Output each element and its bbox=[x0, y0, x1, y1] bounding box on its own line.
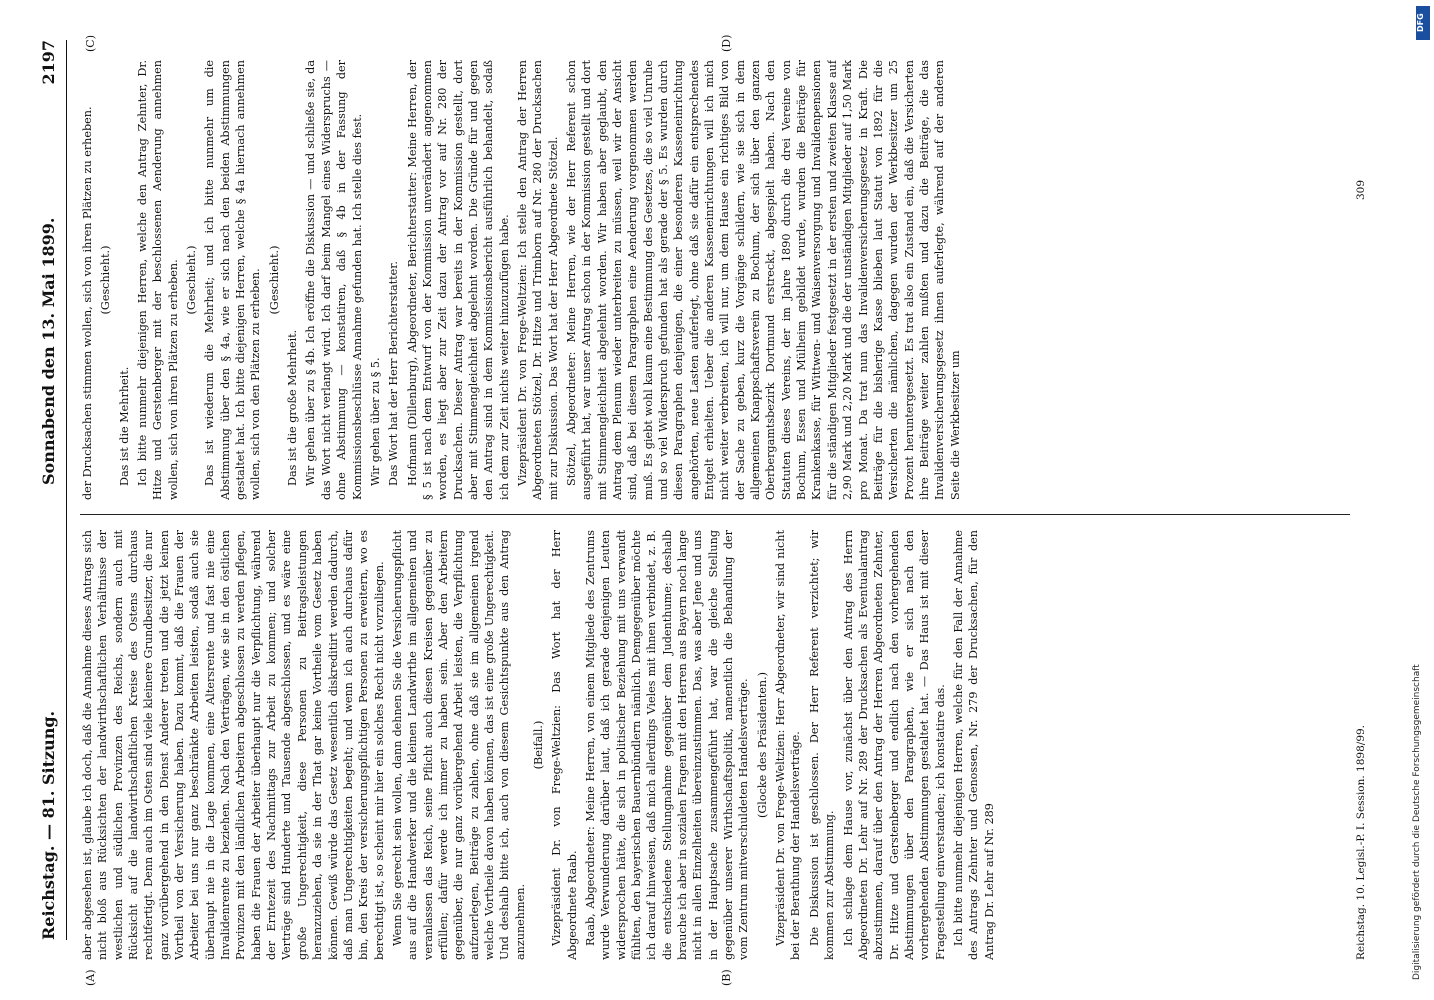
page-header bbox=[30, 40, 67, 940]
margin-mark-a: (A) bbox=[84, 969, 97, 986]
digitization-credit bbox=[1412, 20, 1432, 980]
credit-text: Digitalisierung gefördert durch die Deutsche Forschungsgemeinschaft bbox=[1412, 664, 1422, 980]
paragraph: Stötzel, Abgeordneter: Meine Herren, wie der Herr Referent schon ausgeführt hat, war unser Antrag schon in der Kommission gestellt und dort mit Stimmengleichheit abgelehnt worden. Wir haben aber geglaubt, den Antrag dem Plenum wieder unterbreiten zu müssen, weil wir der Ansicht sind, daß bei diesem Paragraphen eine Aenderung vorgenommen werden muß. Es giebt wohl kaum eine Bestimmung des Gesetzes, die so viel Unruhe und so viel Widerspruch gefunden hat als gerade der § 5. Es wurden durch diesen Paragraphen denjenigen, die einer besonderen Kasseneinrichtung angehörten, neue Lasten auferlegt, ohne daß sie dafür ein entsprechendes Entgelt erhielten. Ueber die anderen Kasseneinrichtungen will ich mich nicht weiter verbreiten, ich will nur, um dem Hause ein richtiges Bild von der Sache zu geben, kurz die Vorgänge schildern, wie sie sich in dem allgemeinen Knappschaftsverein zu Bochum, der sich über den ganzen Oberbergamtsbezirk Dortmund erstreckt, abgespielt haben. Nach den Statuten dieses Vereins, der im Jahre 1890 durch die drei Vereine von Bochum, Essen und Mülheim gebildet wurde, wurden die Beiträge für Krankenkasse, für Wittwen- und Waisenversorgung und Invalidenpensionen für die ständigen Mitglieder festgesetzt in der ersten und zweiten Klasse auf 2,90 Mark und 2,20 Mark und die der unständigen Mitglieder auf 1,50 Mark pro Monat. Da trat nun das Invalidenversicherungsgesetz in Kraft. Die Beiträge für die bisherige Kasse blieben laut Statut von 1892 für die Versicherten die nämlichen, dagegen wurden der Werkbesitzer um 25 Prozent heruntergesetzt. Es trat also ein Zustand ein, daß die Versicherten ihre Beiträge weiter zahlen mußten und dazu die Beiträge, die das Invalidenversicherungsgesetz ihnen auferlegte, während auf der anderen Seite die Werkbesitzer um bbox=[564, 60, 962, 500]
paragraph: Das ist die große Mehrheit. bbox=[286, 329, 300, 486]
paragraph: Vizepräsident Dr. von Frege-Weltzien: Ich stelle den Antrag der Herren Abgeordneten Stötzel, Dr. Hitze und Trimborn auf Nr. 280 der Drucksachen mit zur Diskussion. Das Wort hat der Herr Abgeordnete Stötzel. bbox=[515, 60, 560, 500]
interjection: (Beifall.) bbox=[531, 720, 545, 770]
interjection: (Geschieht.) bbox=[185, 245, 199, 315]
margin-mark-c: (C) bbox=[84, 35, 97, 52]
paragraph: Die Diskussion ist geschlossen. Der Herr Referent verzichtet; wir kommen zur Abstimmung. bbox=[807, 530, 837, 960]
right-column bbox=[80, 60, 1350, 500]
footer-page-number: 309 bbox=[1355, 179, 1367, 200]
paragraph: Ich schlage dem Hause vor, zunächst über den Antrag des Herrn Abgeordneten Dr. Lehr auf Nr. 289 der Drucksachen als Eventualantrag abzustimmen, darauf über den Antrag der Herren Abgeordneten Zehnter, Dr. Hitze und Gerstenberger und endlich nach den vorhergehenden Abstimmungen über den Paragraphen, wie er sich nach den vorhergehenden Abstimmungen gestaltet hat. — Das Haus ist mit dieser Fragestellung einverstanden; ich konstatire das. bbox=[841, 530, 947, 960]
paragraph: Das ist die Mehrheit. bbox=[117, 366, 131, 486]
header-left: Reichstag. — 81. Sitzung. bbox=[39, 710, 58, 940]
paragraph: Wenn Sie gerecht sein wollen, dann dehnen Sie die Versicherungspflicht aus auf die Handwerker und die kleinen Landwirthe im allgemeinen und veranlassen das Reich, seine Pflicht auch diesen Kreisen gegenüber zu erfüllen; dafür werde ich immer zu haben sein. Aber den Arbeitern gegenüber, die nur ganz vorübergehend Arbeit leisten, die Verpflichtung aufzuerlegen, Beiträge zu zahlen, ohne daß sie im allgemeinen irgend welche Vortheile davon haben können, das ist eine große Ungerechtigkeit. Und deshalb bitte ich, auch von diesem Gesichtspunkte aus den Antrag anzunehmen. bbox=[390, 530, 527, 960]
footer-signature: Reichstag. 10. Legisl.-P. I. Session. 1898/99. bbox=[1355, 724, 1367, 960]
paragraph: Ich bitte nunmehr diejenigen Herren, welche den Antrag Zehnter, Dr. Hitze und Gerstenberger mit der beschlossenen Aenderung annehmen wollen, sich von ihren Plätzen zu erheben. bbox=[136, 60, 180, 500]
paragraph: der Drucksachen stimmen wollen, sich von ihren Plätzen zu erheben. bbox=[81, 106, 94, 500]
interjection: (Geschieht.) bbox=[99, 245, 113, 315]
paragraph: Vizepräsident Dr. von Frege-Weltzien: Herr Abgeordneter, wir sind nicht bei der Berathung der Handelsverträge. bbox=[774, 530, 803, 960]
column-divider bbox=[80, 514, 1350, 515]
paragraph: Hofmann (Dillenburg), Abgeordneter, Berichterstatter: Meine Herren, der § 5 ist nach dem Entwurf von der Kommission unverändert angenommen worden, es liegt aber zur Zeit dazu der Antrag vor auf Nr. 280 der Drucksachen. Dieser Antrag war bereits in der Kommission gestellt, dort aber mit Stimmengleichheit abgelehnt worden. Die Gründe für und gegen den Antrag sind in dem Kommissionsbericht ausführlich behandelt, sodaß ich dem zur Zeit nichts weiter hinzuzufügen habe. bbox=[405, 60, 511, 500]
interjection: (Geschieht.) bbox=[267, 245, 281, 315]
interjection: (Glocke des Präsidenten.) bbox=[755, 672, 769, 819]
paragraph: aber abgesehen ist, glaube ich doch, daß die Annahme dieses Antrags sich nicht bloß aus Rücksichten der landwirthschaftlichen Verhältnisse der westlichen und südlichen Provinzen des Reichs, sondern auch mit Rücksicht auf die landwirthschaftlichen Kreise des Ostens durchaus rechtfertigt. Denn auch im Osten sind viele kleinere Grundbesitzer, die nur ganz vorübergehend in den Dienst Anderer treten und die jetzt keinen Vortheil von der Versicherung haben. Dazu kommt, daß die Frauen der Arbeiter bei uns nur ganz beschränkte Arbeiten leisten, sodaß auch sie überhaupt nie in die Lage kommen, eine Altersrente und fast nie eine Invalidenrente zu beziehen. Nach den Verträgen, wie sie in den östlichen Provinzen mit den ländlichen Arbeitern abgeschlossen zu werden pflegen, haben die Frauen der Arbeiter überhaupt nur die Verpflichtung, während der Erntezeit des Nachmittags zur Arbeit zu kommen; und solcher Verträge sind Hunderte und Tausende abgeschlossen, und es wäre eine große Ungerechtigkeit, diese Personen zu Beitragsleistungen heranzuziehen, da sie in der That gar keine Vortheile vom Gesetz haben können. Gewiß würde das Gesetz wesentlich diskreditirt werden dadurch, daß man Ungerechtigkeiten begeht; und wenn ich auch durchaus dafür bin, den Kreis der versicherungspflichtigen Personen zu erweitern, wo es berechtigt ist, so scheint mir hier ein solches Recht nicht vorzuliegen. bbox=[81, 530, 386, 960]
paragraph: Das ist wiederum die Mehrheit; und ich bitte nunmehr um die Abstimmung über den § 4a, wie er sich nach den beiden Abstimmungen gestaltet hat. Ich bitte diejenigen Herren, welche § 4a hiernach annehmen wollen, sich von den Plätzen zu erheben. bbox=[203, 60, 263, 500]
margin-mark-b: (B) bbox=[720, 969, 733, 986]
paragraph: Wir gehen über zu § 5. bbox=[368, 357, 382, 486]
paragraph: Raab, Abgeordneter: Meine Herren, von einem Mitgliede des Zentrums wurde Verwunderung darüber laut, daß ich gerade denjenigen Leuten widersprochen hätte, die sich in politischer Beziehung mit uns verwandt fühlten, den bayerischen Bauernbündlern nämlich. Demgegenüber möchte ich darauf hinweisen, daß mich allerdings Vieles mit ihnen verbindet, z. B. die entschiedene Stellungnahme gegenüber dem Judenthume; deshalb brauche ich aber in sozialen Fragen mit den Herren aus Bayern noch lange nicht in allen Einzelheiten übereinzustimmen. Das, was aber Jene und uns in der Hauptsache zusammengeführt hat, war die gleiche Stellung gegenüber unserer Wirthschaftspolitik, namentlich die Behandlung der vom Zentrum mitverschuldeten Handelsverträge. bbox=[584, 530, 751, 960]
paragraph: Vizepräsident Dr. von Frege-Weltzien: Das Wort hat der Herr Abgeordnete Raab. bbox=[550, 530, 579, 960]
header-date: Sonnabend den 13. Mai 1899. bbox=[39, 217, 58, 485]
paragraph: Ich bitte nunmehr diejenigen Herren, welche für den Fall der Annahme des Antrags Zehnter und Genossen, Nr. 279 der Drucksachen, für den Antrag Dr. Lehr auf Nr. 289 bbox=[951, 530, 996, 960]
rotated-page bbox=[0, 10, 1395, 1000]
margin-mark-d: (D) bbox=[720, 34, 733, 52]
left-column bbox=[80, 530, 1350, 960]
paragraph: Das Wort hat der Herr Berichterstatter. bbox=[387, 261, 401, 486]
paragraph: Wir gehen über zu § 4b. Ich eröffne die Diskussion — und schließe sie, da das Wort nicht verlangt wird. Ich darf beim Mangel eines Widerspruchs — ohne Abstimmung — konstatiren, daß § 4b in der Fassung der Kommissionsbeschlüsse Annahme gefunden hat. Ich stelle dies fest. bbox=[304, 60, 364, 500]
header-page-number: 2197 bbox=[39, 40, 58, 85]
dfg-logo: DFG bbox=[1416, 6, 1430, 40]
